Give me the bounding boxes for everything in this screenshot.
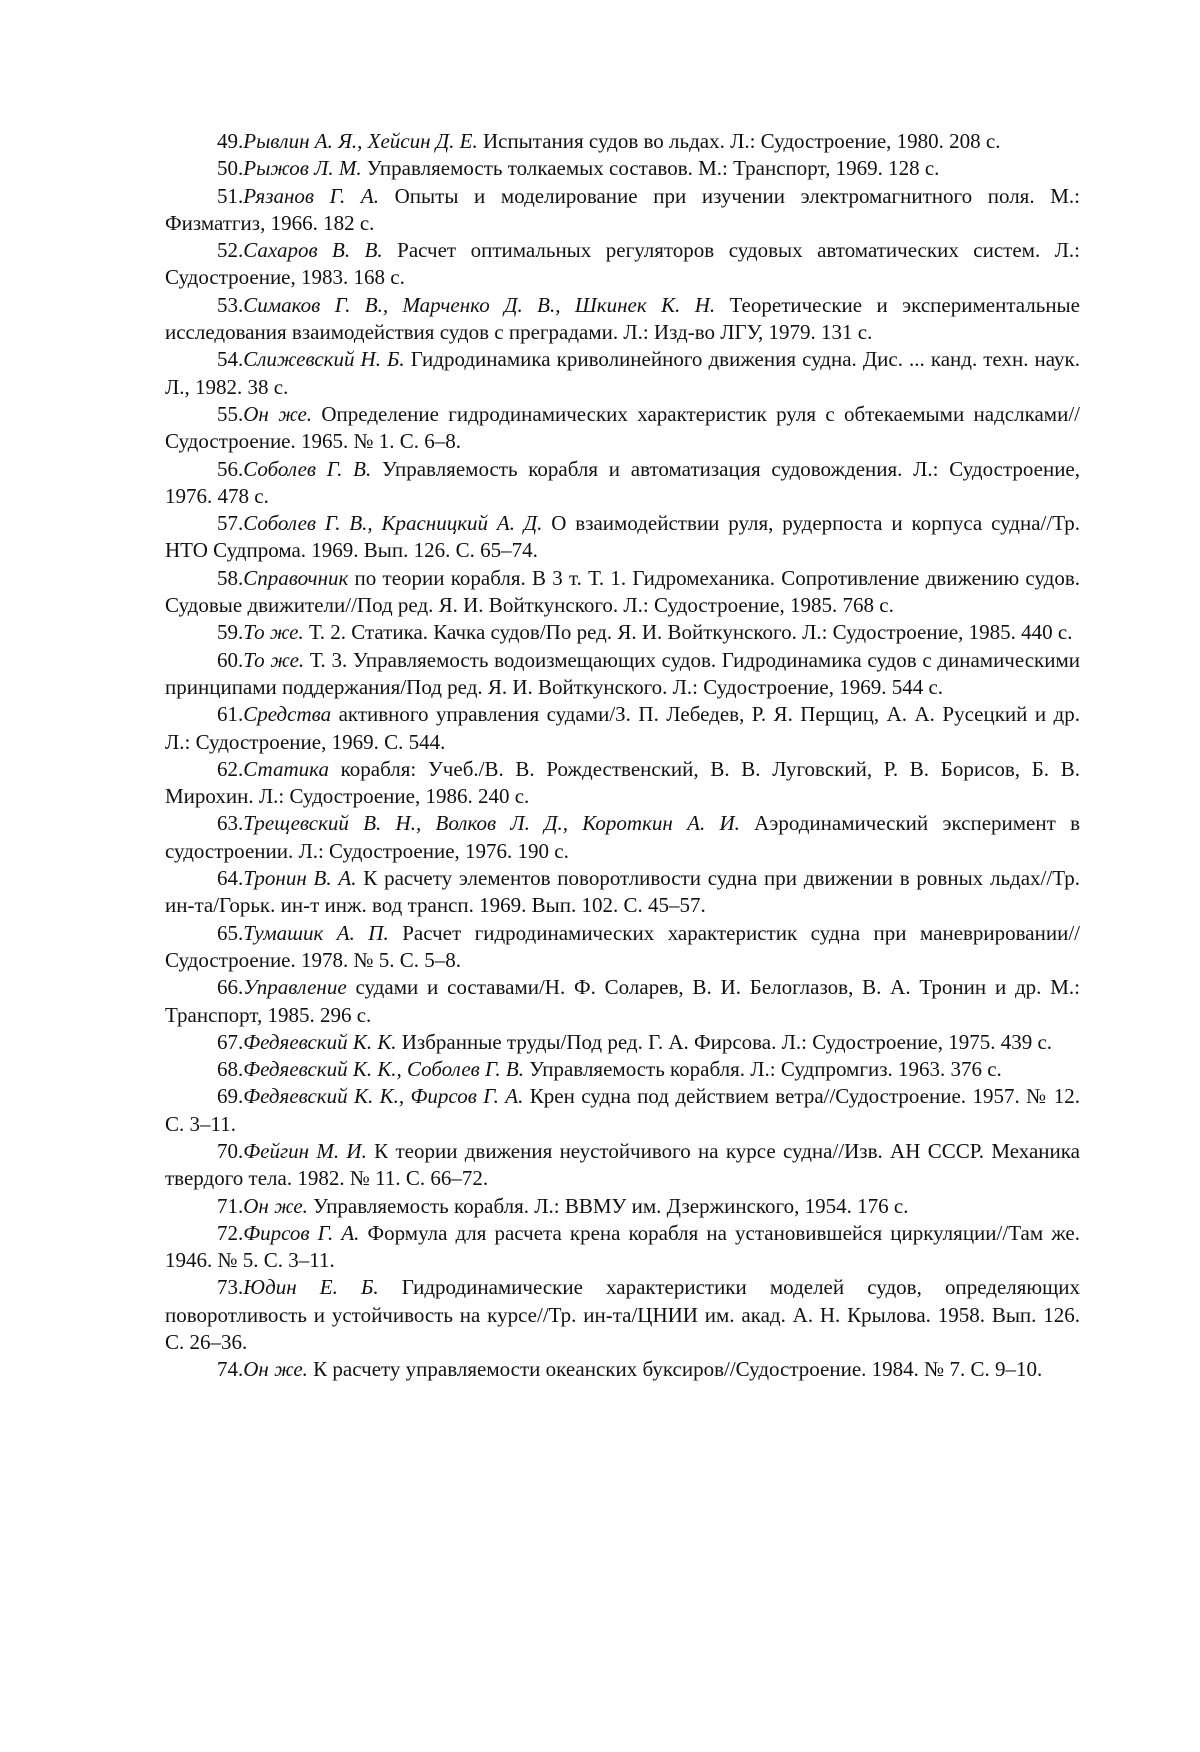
reference-entry <box>165 1193 1080 1220</box>
reference-author: Трещевский В. Н., Волков Л. Д., Короткин А. И. <box>243 811 740 836</box>
reference-author: Федяевский К. К., Соболев Г. В. <box>243 1057 524 1082</box>
reference-entry <box>165 183 1080 238</box>
reference-text: Формула для расчета крена корабля на установившейся циркуляции//Там же. 1946. № 5. С. 3–11. <box>165 1220 1080 1273</box>
reference-text: К расчету элементов поворотливости судна при движении в ровных льдах//Тр. ин-та/Горьк. ин-т инж. вод трансп. 1969. Вып. 102. С. 45–57. <box>165 866 1080 918</box>
reference-author: Фирсов Г. А. <box>243 1220 360 1245</box>
reference-author: То же. <box>243 647 305 672</box>
reference-entry <box>165 865 1080 920</box>
reference-author: Он же. <box>243 401 313 426</box>
reference-text: Управляемость корабля. Л.: ВВМУ им. Дзержинского, 1954. 176 с. <box>307 1193 909 1218</box>
reference-author: Статика <box>243 756 329 781</box>
reference-text: К расчету управляемости океанских буксиров//Судостроение. 1984. № 7. С. 9–10. <box>307 1357 1043 1382</box>
reference-author: Рязанов Г. А. <box>243 183 379 208</box>
reference-number: 49. <box>217 129 244 153</box>
reference-number: 54. <box>217 347 244 372</box>
reference-author: Юдин Е. Б. <box>243 1275 379 1300</box>
reference-entry <box>165 1220 1080 1275</box>
reference-text: Управляемость толкаемых составов. М.: Транспорт, 1969. 128 с. <box>361 156 940 181</box>
reference-entry <box>165 1356 1080 1383</box>
reference-text: Аэродинамический эксперимент в судостроении. Л.: Судостроение, 1976. 190 с. <box>165 811 1080 863</box>
reference-entry <box>165 1274 1080 1356</box>
reference-entry <box>165 920 1080 975</box>
reference-number: 50. <box>217 156 244 181</box>
reference-number: 58. <box>217 565 244 590</box>
reference-author: Тумашик А. П. <box>243 920 389 945</box>
reference-text: Испытания судов во льдах. Л.: Судостроение, 1980. 208 с. <box>477 129 1001 153</box>
reference-entry <box>165 401 1080 456</box>
reference-author: Федяевский К. К. <box>243 1029 397 1054</box>
reference-number: 57. <box>217 511 244 536</box>
reference-author: Соболев Г. В. <box>243 456 372 481</box>
reference-author: Рыжов Л. М. <box>243 156 362 181</box>
reference-number: 65. <box>217 920 244 945</box>
reference-text: О взаимодействии руля, рудерпоста и корпуса судна//Тр. НТО Судпрома. 1969. Вып. 126. С. 65–74. <box>165 511 1080 563</box>
reference-number: 71. <box>217 1193 244 1218</box>
reference-text: судами и составами/Н. Ф. Соларев, В. И. Белоглазов, В. А. Тронин и др. М.: Транспорт, 1985. 296 с. <box>165 975 1080 1027</box>
reference-number: 70. <box>217 1138 244 1163</box>
reference-author: Сахаров В. В. <box>243 238 383 263</box>
reference-text: Управляемость корабля и автоматизация судовождения. Л.: Судостроение, 1976. 478 с. <box>165 456 1081 508</box>
reference-entry <box>165 565 1080 620</box>
reference-author: Справочник <box>243 565 349 590</box>
reference-author: Федяевский К. К., Фирсов Г. А. <box>243 1084 524 1109</box>
reference-number: 55. <box>217 401 244 426</box>
reference-text: активного управления судами/З. П. Лебедев, Р. Я. Перщиц, А. А. Русецкий и др. Л.: Судостроение, 1969. С. 544. <box>165 702 1080 754</box>
reference-number: 68. <box>217 1057 244 1082</box>
reference-entry <box>165 619 1080 646</box>
reference-author: Он же. <box>243 1357 308 1382</box>
reference-entry <box>165 237 1080 292</box>
reference-author: Он же. <box>243 1193 308 1218</box>
reference-text: Расчет оптимальных регуляторов судовых автоматических систем. Л.: Судостроение, 1983. 168 с. <box>165 238 1081 290</box>
reference-text: Избранные труды/Под ред. Г. А. Фирсова. Л.: Судостроение, 1975. 439 с. <box>396 1029 1053 1054</box>
reference-entry <box>165 974 1080 1029</box>
reference-entry <box>165 1138 1080 1193</box>
reference-number: 66. <box>217 975 244 1000</box>
reference-text: Гидродинамика криволинейного движения судна. Дис. ... канд. техн. наук. Л., 1982. 38 с. <box>165 347 1081 399</box>
reference-text: Крен судна под действием ветра//Судостроение. 1957. № 12. С. 3–11. <box>165 1084 1080 1136</box>
reference-text: Определение гидродинамических характеристик руля с обтекаемыми надслками//Судостроение. 1965. № 1. С. 6–8. <box>165 401 1080 454</box>
reference-number: 52. <box>217 238 244 263</box>
reference-number: 56. <box>217 456 244 481</box>
reference-author: Соболев Г. В., Красницкий А. Д. <box>243 511 543 536</box>
reference-entry <box>165 647 1080 702</box>
reference-text: по теории корабля. В 3 т. Т. 1. Гидромеханика. Сопротивление движению судов. Судовые движители//Под ред. Я. И. Войткунского. Л.: Судостроение, 1985. 768 с. <box>165 565 1080 618</box>
reference-entry <box>165 510 1080 565</box>
reference-entry <box>165 1029 1080 1056</box>
reference-number: 59. <box>217 620 244 645</box>
reference-author: Симаков Г. В., Марченко Д. В., Шкинек К. Н. <box>243 292 716 317</box>
reference-author: Тронин В. А. <box>243 866 357 891</box>
reference-number: 64. <box>217 866 244 891</box>
reference-number: 73. <box>217 1275 244 1300</box>
reference-number: 53. <box>217 292 244 317</box>
reference-entry <box>165 346 1080 401</box>
reference-entry <box>165 810 1080 865</box>
reference-number: 62. <box>217 756 244 781</box>
reference-text: Опыты и моделирование при изучении электромагнитного поля. М.: Физматгиз, 1966. 182 с. <box>165 183 1080 235</box>
reference-text: корабля: Учеб./В. В. Рождественский, В. В. Луговский, Р. В. Борисов, Б. В. Мирохин. Л.: Судостроение, 1986. 240 с. <box>165 756 1080 809</box>
reference-author: Слижевский Н. Б. <box>243 347 405 372</box>
reference-number: 61. <box>217 702 244 727</box>
reference-entry <box>165 292 1080 347</box>
reference-text: Управляемость корабля. Л.: Судпромгиз. 1963. 376 с. <box>523 1057 1002 1082</box>
reference-number: 63. <box>217 811 244 836</box>
reference-author: Средства <box>243 702 332 727</box>
reference-author: То же. <box>243 620 304 645</box>
reference-text: Т. 2. Статика. Качка судов/По ред. Я. И. Войткунского. Л.: Судостроение, 1985. 440 с. <box>303 620 1073 645</box>
reference-entry <box>165 1056 1080 1083</box>
reference-text: Т. 3. Управляемость водоизмещающих судов. Гидродинамика судов с динамическими принципами поддержания/Под ред. Я. И. Войткунского. Л.: Судостроение, 1969. 544 с. <box>165 647 1081 699</box>
reference-number: 67. <box>217 1029 244 1054</box>
reference-number: 69. <box>217 1084 244 1109</box>
reference-entry <box>165 128 1080 155</box>
reference-author: Фейгин М. И. <box>243 1138 367 1163</box>
reference-author: Управление <box>243 975 347 1000</box>
reference-entry <box>165 456 1080 511</box>
reference-text: Гидродинамические характеристики моделей судов, определяющих поворотливость и устойчивость на курсе//Тр. ин-та/ЦНИИ им. акад. А. Н. Крылова. 1958. Вып. 126. С. 26–36. <box>165 1275 1080 1355</box>
reference-entry <box>165 756 1080 811</box>
reference-entry <box>165 1083 1080 1138</box>
reference-list <box>165 128 1080 1384</box>
reference-text: К теории движения неустойчивого на курсе судна//Изв. АН СССР. Механика твердого тела. 1982. № 11. С. 66–72. <box>165 1138 1080 1191</box>
reference-number: 74. <box>217 1357 244 1382</box>
reference-number: 51. <box>217 183 244 208</box>
reference-entry <box>165 701 1080 756</box>
reference-number: 60. <box>217 647 244 672</box>
reference-entry <box>165 155 1080 182</box>
reference-text: Расчет гидродинамических характеристик судна при маневрировании//Судостроение. 1978. № 5. С. 5–8. <box>165 920 1081 972</box>
reference-text: Теоретические и экспериментальные исследования взаимодействия судов с преградами. Л.: Изд-во ЛГУ, 1979. 131 с. <box>165 292 1080 345</box>
reference-number: 72. <box>217 1220 244 1245</box>
reference-author: Рывлин А. Я., Хейсин Д. Е. <box>243 129 478 153</box>
